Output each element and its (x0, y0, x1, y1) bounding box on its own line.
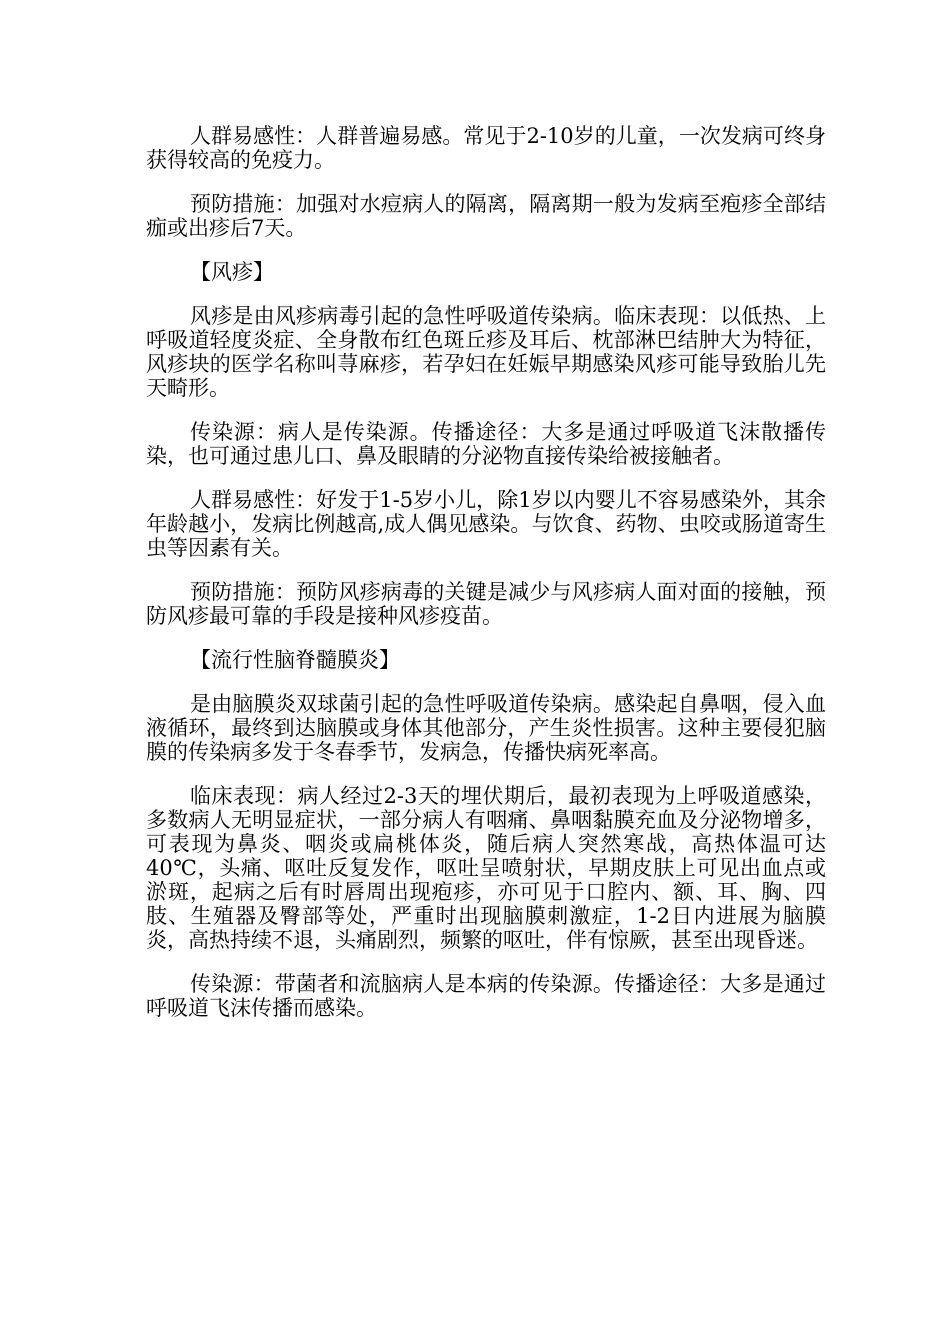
paragraph-meningitis-transmission: 传染源：带菌者和流脑病人是本病的传染源。传播途径：大多是通过呼吸道飞沫传播而感染。 (146, 972, 826, 1020)
paragraph-meningitis-intro: 是由脑膜炎双球菌引起的急性呼吸道传染病。感染起自鼻咽，侵入血液循环，最终到达脑膜或身体其他部分，产生炎性损害。这种主要侵犯脑膜的传染病多发于冬春季节，发病急，传播快病死率高。 (146, 692, 826, 764)
document-page (146, 124, 826, 1040)
section-heading-meningitis: 【流行性脑脊髓膜炎】 (190, 648, 400, 672)
paragraph-rubella-transmission: 传染源：病人是传染源。传播途径：大多是通过呼吸道飞沫散播传染，也可通过患儿口、鼻及眼睛的分泌物直接传染给被接触者。 (146, 420, 826, 468)
paragraph-rubella-susceptibility: 人群易感性：好发于1-5岁小儿，除1岁以内婴儿不容易感染外，其余年龄越小，发病比例越高,成人偶见感染。与饮食、药物、虫咬或肠道寄生虫等因素有关。 (146, 488, 826, 560)
paragraph-rubella-prevention: 预防措施：预防风疹病毒的关键是减少与风疹病人面对面的接触，预防风疹最可靠的手段是接种风疹疫苗。 (146, 580, 826, 628)
paragraph-meningitis-clinical: 临床表现：病人经过2-3天的埋伏期后，最初表现为上呼吸道感染，多数病人无明显症状，一部分病人有咽痛、鼻咽黏膜充血及分泌物增多，可表现为鼻炎、咽炎或扁桃体炎，随后病人突然寒战，高热体温可达40℃，头痛、呕吐反复发作，呕吐呈喷射状，早期皮肤上可见出血点或淤斑，起病之后有时唇周出现疱疹，亦可见于口腔内、额、耳、胸、四肢、生殖器及臀部等处，严重时出现脑膜刺激症，1-2日内进展为脑膜炎，高热持续不退，头痛剧烈，频繁的呕吐，伴有惊厥，甚至出现昏迷。 (146, 784, 826, 952)
paragraph-chickenpox-susceptibility: 人群易感性：人群普遍易感。常见于2-10岁的儿童，一次发病可终身获得较高的免疫力。 (146, 124, 826, 172)
paragraph-rubella-intro: 风疹是由风疹病毒引起的急性呼吸道传染病。临床表现：以低热、上呼吸道轻度炎症、全身散布红色斑丘疹及耳后、枕部淋巴结肿大为特征，风疹块的医学名称叫荨麻疹，若孕妇在妊娠早期感染风疹可能导致胎儿先天畸形。 (146, 304, 826, 400)
section-heading-rubella: 【风疹】 (190, 260, 274, 284)
paragraph-chickenpox-prevention: 预防措施：加强对水痘病人的隔离，隔离期一般为发病至疱疹全部结痂或出疹后7天。 (146, 192, 826, 240)
